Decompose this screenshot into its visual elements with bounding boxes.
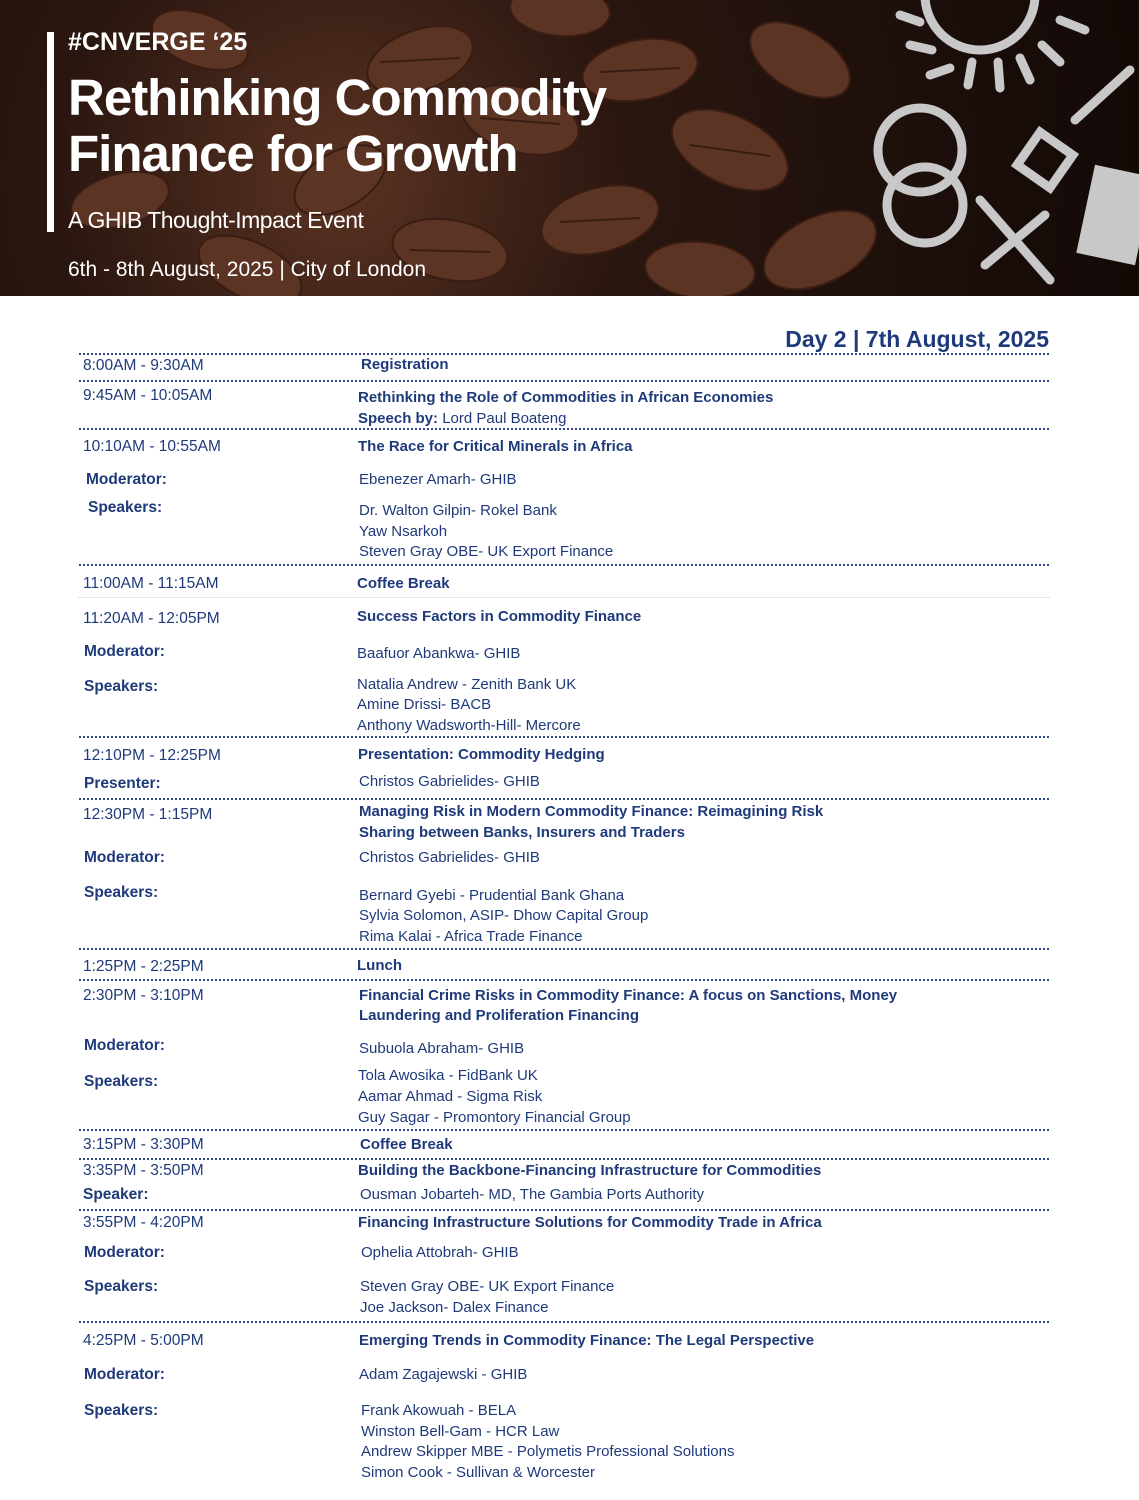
- presenter-label: Presenter:: [84, 775, 161, 792]
- title-line-2: Finance for Growth: [68, 125, 518, 182]
- session-title: Coffee Break: [360, 1136, 453, 1153]
- speakers-label: Speakers:: [84, 1402, 159, 1419]
- speaker-name: Steven Gray OBE- UK Export Finance: [360, 1278, 615, 1295]
- speaker-name: Simon Cook - Sullivan & Worcester: [361, 1464, 595, 1481]
- event-dates: 6th - 8th August, 2025 | City of London: [68, 258, 427, 281]
- day-heading: Day 2 | 7th August, 2025: [785, 326, 1049, 352]
- speaker-name: Amine Drissi- BACB: [357, 696, 492, 713]
- divider: [79, 1129, 1049, 1131]
- session-title: Lunch: [357, 957, 402, 974]
- divider: [79, 736, 1049, 738]
- session-time: 11:00AM - 11:15AM: [83, 575, 219, 592]
- speaker-name: Steven Gray OBE- UK Export Finance: [359, 543, 614, 560]
- sun-icon: [925, 0, 1035, 50]
- speech-by-label: Speech by:: [358, 410, 439, 427]
- divider: [79, 564, 1049, 566]
- moderator-name: Christos Gabrielides- GHIB: [359, 849, 540, 866]
- moderator-name: Ophelia Attobrah- GHIB: [361, 1244, 519, 1261]
- presenter-name: Christos Gabrielides- GHIB: [359, 773, 540, 790]
- session-title-line-1: Financial Crime Risks in Commodity Finance: A focus on Sanctions, Money: [359, 987, 898, 1004]
- session-time: 1:25PM - 2:25PM: [83, 958, 204, 975]
- speech-by-line: [358, 410, 566, 427]
- session-time: 10:10AM - 10:55AM: [83, 438, 221, 455]
- speaker-name: Natalia Andrew - Zenith Bank UK: [357, 676, 577, 693]
- speaker-name: Winston Bell-Gam - HCR Law: [361, 1423, 560, 1440]
- session-title: Coffee Break: [357, 575, 450, 592]
- speaker-name: Andrew Skipper MBE - Polymetis Professional Solutions: [361, 1443, 735, 1460]
- session-title: Building the Backbone-Financing Infrastructure for Commodities: [358, 1162, 822, 1179]
- session-title: Rethinking the Role of Commodities in African Economies: [358, 389, 774, 406]
- moderator-name: Ebenezer Amarh- GHIB: [359, 471, 517, 488]
- commodity-icons-art: [860, 0, 1139, 296]
- session-time: 3:35PM - 3:50PM: [83, 1162, 204, 1179]
- speaker-label: Speaker:: [83, 1186, 149, 1203]
- session-title: Emerging Trends in Commodity Finance: The Legal Perspective: [359, 1332, 815, 1349]
- moderator-label: Moderator:: [84, 1037, 165, 1054]
- divider: [79, 1158, 1049, 1160]
- session-title: Registration: [361, 356, 449, 373]
- divider: [79, 380, 1049, 382]
- divider: [79, 948, 1049, 950]
- moderator-name: Baafuor Abankwa- GHIB: [357, 645, 521, 662]
- title-accent-bar: [47, 32, 54, 232]
- moderator-label: Moderator:: [84, 849, 165, 866]
- moderator-label: Moderator:: [84, 1244, 165, 1261]
- speakers-label: Speakers:: [84, 884, 159, 901]
- session-time: 11:20AM - 12:05PM: [83, 610, 220, 627]
- title-line-1: Rethinking Commodity: [68, 69, 607, 126]
- speaker-name: Aamar Ahmad - Sigma Risk: [358, 1088, 543, 1105]
- moderator-label: Moderator:: [84, 643, 165, 660]
- session-time: 12:10PM - 12:25PM: [83, 747, 221, 764]
- session-time: 3:15PM - 3:30PM: [83, 1136, 204, 1153]
- speaker-name: Guy Sagar - Promontory Financial Group: [358, 1109, 631, 1126]
- event-title: [68, 70, 606, 182]
- session-title: Financing Infrastructure Solutions for Commodity Trade in Africa: [358, 1214, 822, 1231]
- speaker-name: Dr. Walton Gilpin- Rokel Bank: [359, 502, 557, 519]
- moderator-name: Adam Zagajewski - GHIB: [359, 1366, 528, 1383]
- divider: [79, 979, 1049, 981]
- speakers-label: Speakers:: [84, 678, 159, 695]
- session-time: 4:25PM - 5:00PM: [83, 1332, 204, 1349]
- divider: [79, 353, 1049, 355]
- moderator-label: Moderator:: [84, 1366, 165, 1383]
- divider: [79, 1209, 1049, 1211]
- speaker-name: Anthony Wadsworth-Hill- Mercore: [357, 717, 581, 734]
- session-time: 2:30PM - 3:10PM: [83, 987, 204, 1004]
- speaker-name: Tola Awosika - FidBank UK: [358, 1067, 538, 1084]
- session-title-line-1: Managing Risk in Modern Commodity Finance: Reimagining Risk: [359, 803, 824, 820]
- session-title-line-2: Sharing between Banks, Insurers and Traders: [359, 824, 685, 841]
- session-time: 9:45AM - 10:05AM: [83, 387, 213, 404]
- session-time: 12:30PM - 1:15PM: [83, 806, 213, 823]
- speakers-label: Speakers:: [84, 1278, 159, 1295]
- divider: [79, 1321, 1049, 1323]
- moderator-label: Moderator:: [86, 471, 167, 488]
- speaker-name: Joe Jackson- Dalex Finance: [360, 1299, 549, 1316]
- speakers-label: Speakers:: [84, 1073, 159, 1090]
- divider: [79, 428, 1049, 430]
- session-title: Success Factors in Commodity Finance: [357, 608, 642, 625]
- speaker-name: Yaw Nsarkoh: [359, 523, 448, 540]
- speaker-name: Rima Kalai - Africa Trade Finance: [359, 928, 583, 945]
- speakers-label: Speakers:: [88, 499, 163, 516]
- event-hashtag: #CNVERGE ‘25: [68, 28, 248, 56]
- speaker-name: Frank Akowuah - BELA: [361, 1402, 517, 1419]
- session-title-line-2: Laundering and Proliferation Financing: [359, 1007, 640, 1024]
- divider: [79, 597, 1049, 598]
- session-title: The Race for Critical Minerals in Africa: [358, 438, 633, 455]
- session-title: Presentation: Commodity Hedging: [358, 746, 605, 763]
- speaker-name: Ousman Jobarteh- MD, The Gambia Ports Authority: [360, 1186, 705, 1203]
- divider: [79, 798, 1049, 800]
- speaker-name: Sylvia Solomon, ASIP- Dhow Capital Group: [359, 907, 649, 924]
- event-subtitle: A GHIB Thought-Impact Event: [68, 207, 364, 233]
- speech-by-name: Lord Paul Boateng: [442, 410, 567, 427]
- speaker-name: Bernard Gyebi - Prudential Bank Ghana: [359, 887, 625, 904]
- session-time: 8:00AM - 9:30AM: [83, 357, 204, 374]
- header-banner: [0, 0, 1139, 296]
- session-time: 3:55PM - 4:20PM: [83, 1214, 204, 1231]
- moderator-name: Subuola Abraham- GHIB: [359, 1040, 525, 1057]
